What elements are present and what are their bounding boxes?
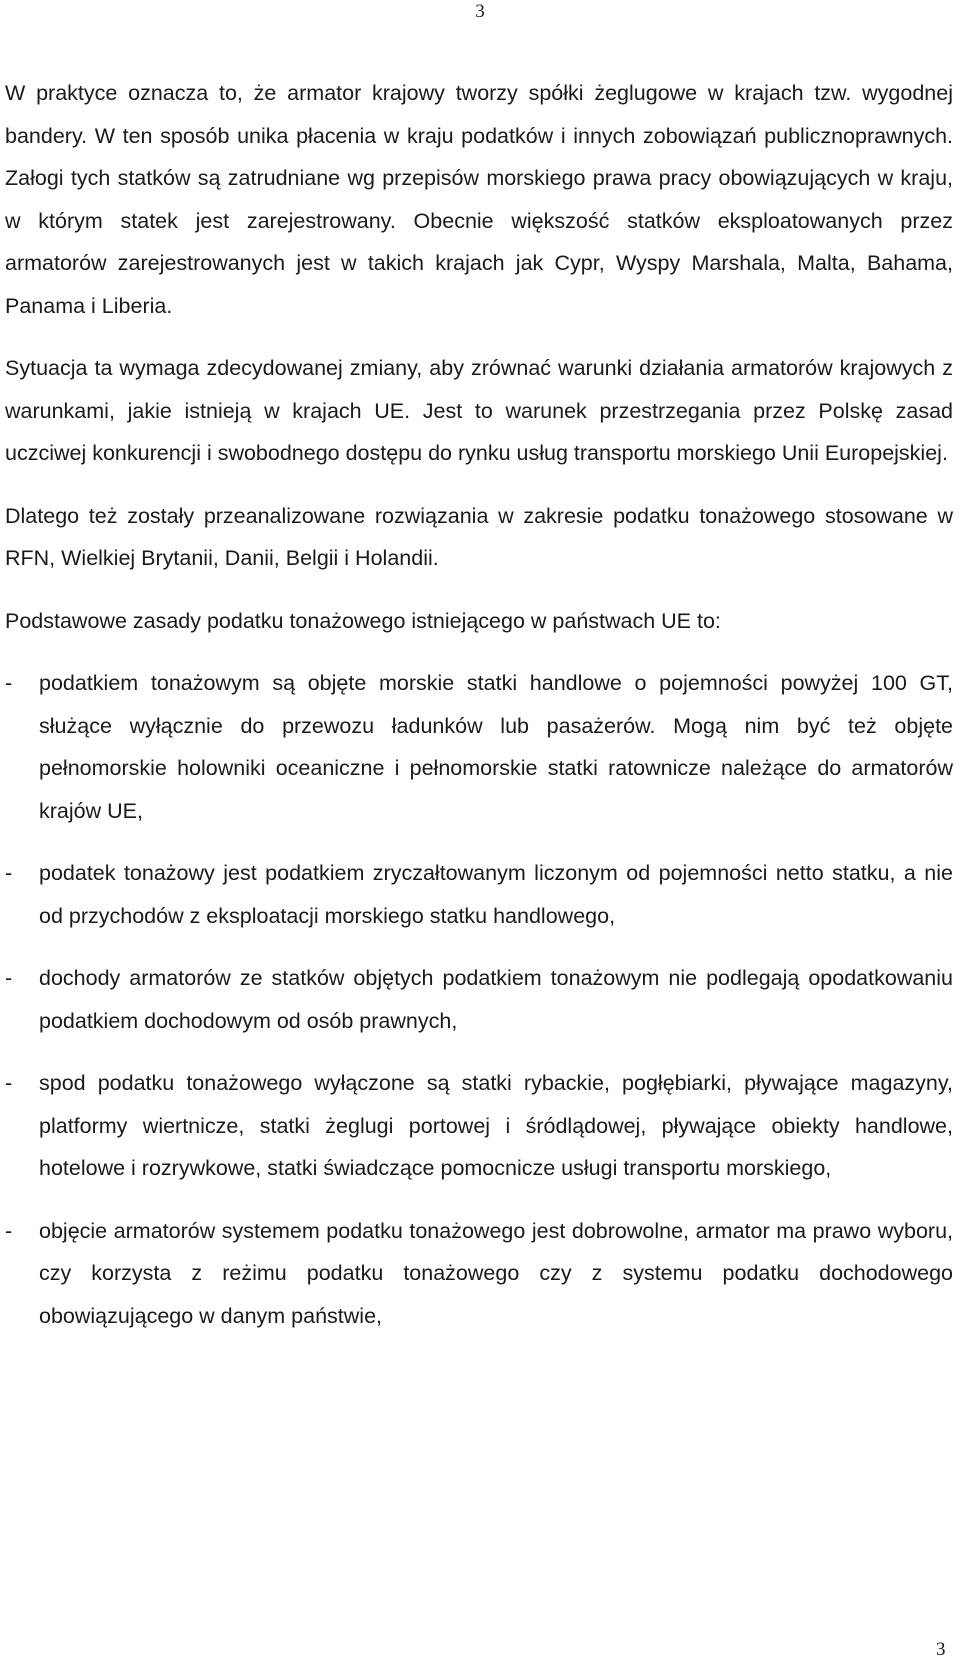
list-dash: - — [5, 1218, 13, 1243]
paragraph-gap — [5, 327, 953, 347]
paragraph-gap — [5, 475, 953, 495]
paragraph-gap — [5, 580, 953, 600]
list-item-text: podatek tonażowy jest podatkiem zryczałtowanym liczonym od pojemności netto statku, a nie od przychodów z eksploatacji morskiego statku handlowego, — [39, 861, 953, 928]
list-item-text: objęcie armatorów systemem podatku tonażowego jest dobrowolne, armator ma prawo wyboru, czy korzysta z reżimu podatku tonażowego czy z systemu podatku dochodowego obowiązującego w danym państwie, — [39, 1218, 953, 1328]
list-gap — [5, 1042, 953, 1062]
list-item — [5, 1062, 953, 1190]
page-number-bottom: 3 — [936, 1639, 946, 1660]
list-gap — [5, 1190, 953, 1210]
paragraph-2: Sytuacja ta wymaga zdecydowanej zmiany, aby zrównać warunki działania armatorów krajowych z warunkami, jakie istnieją w krajach UE. Jest to warunek przestrzegania przez Polskę zasad uczciwej konkurencji i swobodnego dostępu do rynku usług transportu morskiego Unii Europejskiej. — [5, 356, 953, 465]
list-dash: - — [5, 861, 13, 885]
list-gap — [5, 937, 953, 957]
list-item-text: spod podatku tonażowego wyłączone są statki rybackie, pogłębiarki, pływające magazyny, platformy wiertnicze, statki żeglugi portowej i śródlądowej, pływające obiekty handlowe, hotelowe i rozrywkowe, statki świadczące pomocnicze usługi transportu morskiego, — [39, 1071, 953, 1180]
paragraph-3: Dlatego też zostały przeanalizowane rozwiązania w zakresie podatku tonażowego stosowane w RFN, Wielkiej Brytanii, Danii, Belgii i Holandii. — [5, 503, 953, 570]
list-gap — [5, 832, 953, 852]
list-dash: - — [5, 671, 13, 695]
list-item — [5, 1210, 953, 1338]
list-item-text: podatkiem tonażowym są objęte morskie statki handlowe o pojemności powyżej 100 GT, służące wyłącznie do przewozu ładunków lub pasażerów. Mogą nim być też objęte pełnomorskie holowniki oceaniczne i pełnomorskie statki ratownicze należące do armatorów krajów UE, — [39, 671, 953, 823]
paragraph-1: W praktyce oznacza to, że armator krajowy tworzy spółki żeglugowe w krajach tzw. wygodnej bandery. W ten sposób unika płacenia w kraju podatków i innych zobowiązań publicznoprawnych. Załogi tych statków są zatrudniane wg przepisów morskiego prawa pracy obowiązujących w kraju, w którym statek jest zarejestrowany. Obecnie większość statków eksploatowanych przez armatorów zarejestrowanych jest w takich krajach jak Cypr, Wyspy Marshala, Malta, Bahama, Panama i Liberia. — [5, 81, 953, 318]
list-item — [5, 852, 953, 937]
list-dash: - — [5, 1071, 13, 1095]
list-item-text: dochody armatorów ze statków objętych podatkiem tonażowym nie podlegają opodatkowaniu podatkiem dochodowym od osób prawnych, — [39, 966, 953, 1033]
paragraph-gap — [5, 642, 953, 662]
list-item — [5, 662, 953, 832]
list-item — [5, 957, 953, 1042]
document-body — [5, 72, 953, 1337]
page-number-top: 3 — [475, 1, 485, 22]
list-dash: - — [5, 966, 13, 990]
paragraph-4: Podstawowe zasady podatku tonażowego istniejącego w państwach UE to: — [5, 608, 721, 633]
